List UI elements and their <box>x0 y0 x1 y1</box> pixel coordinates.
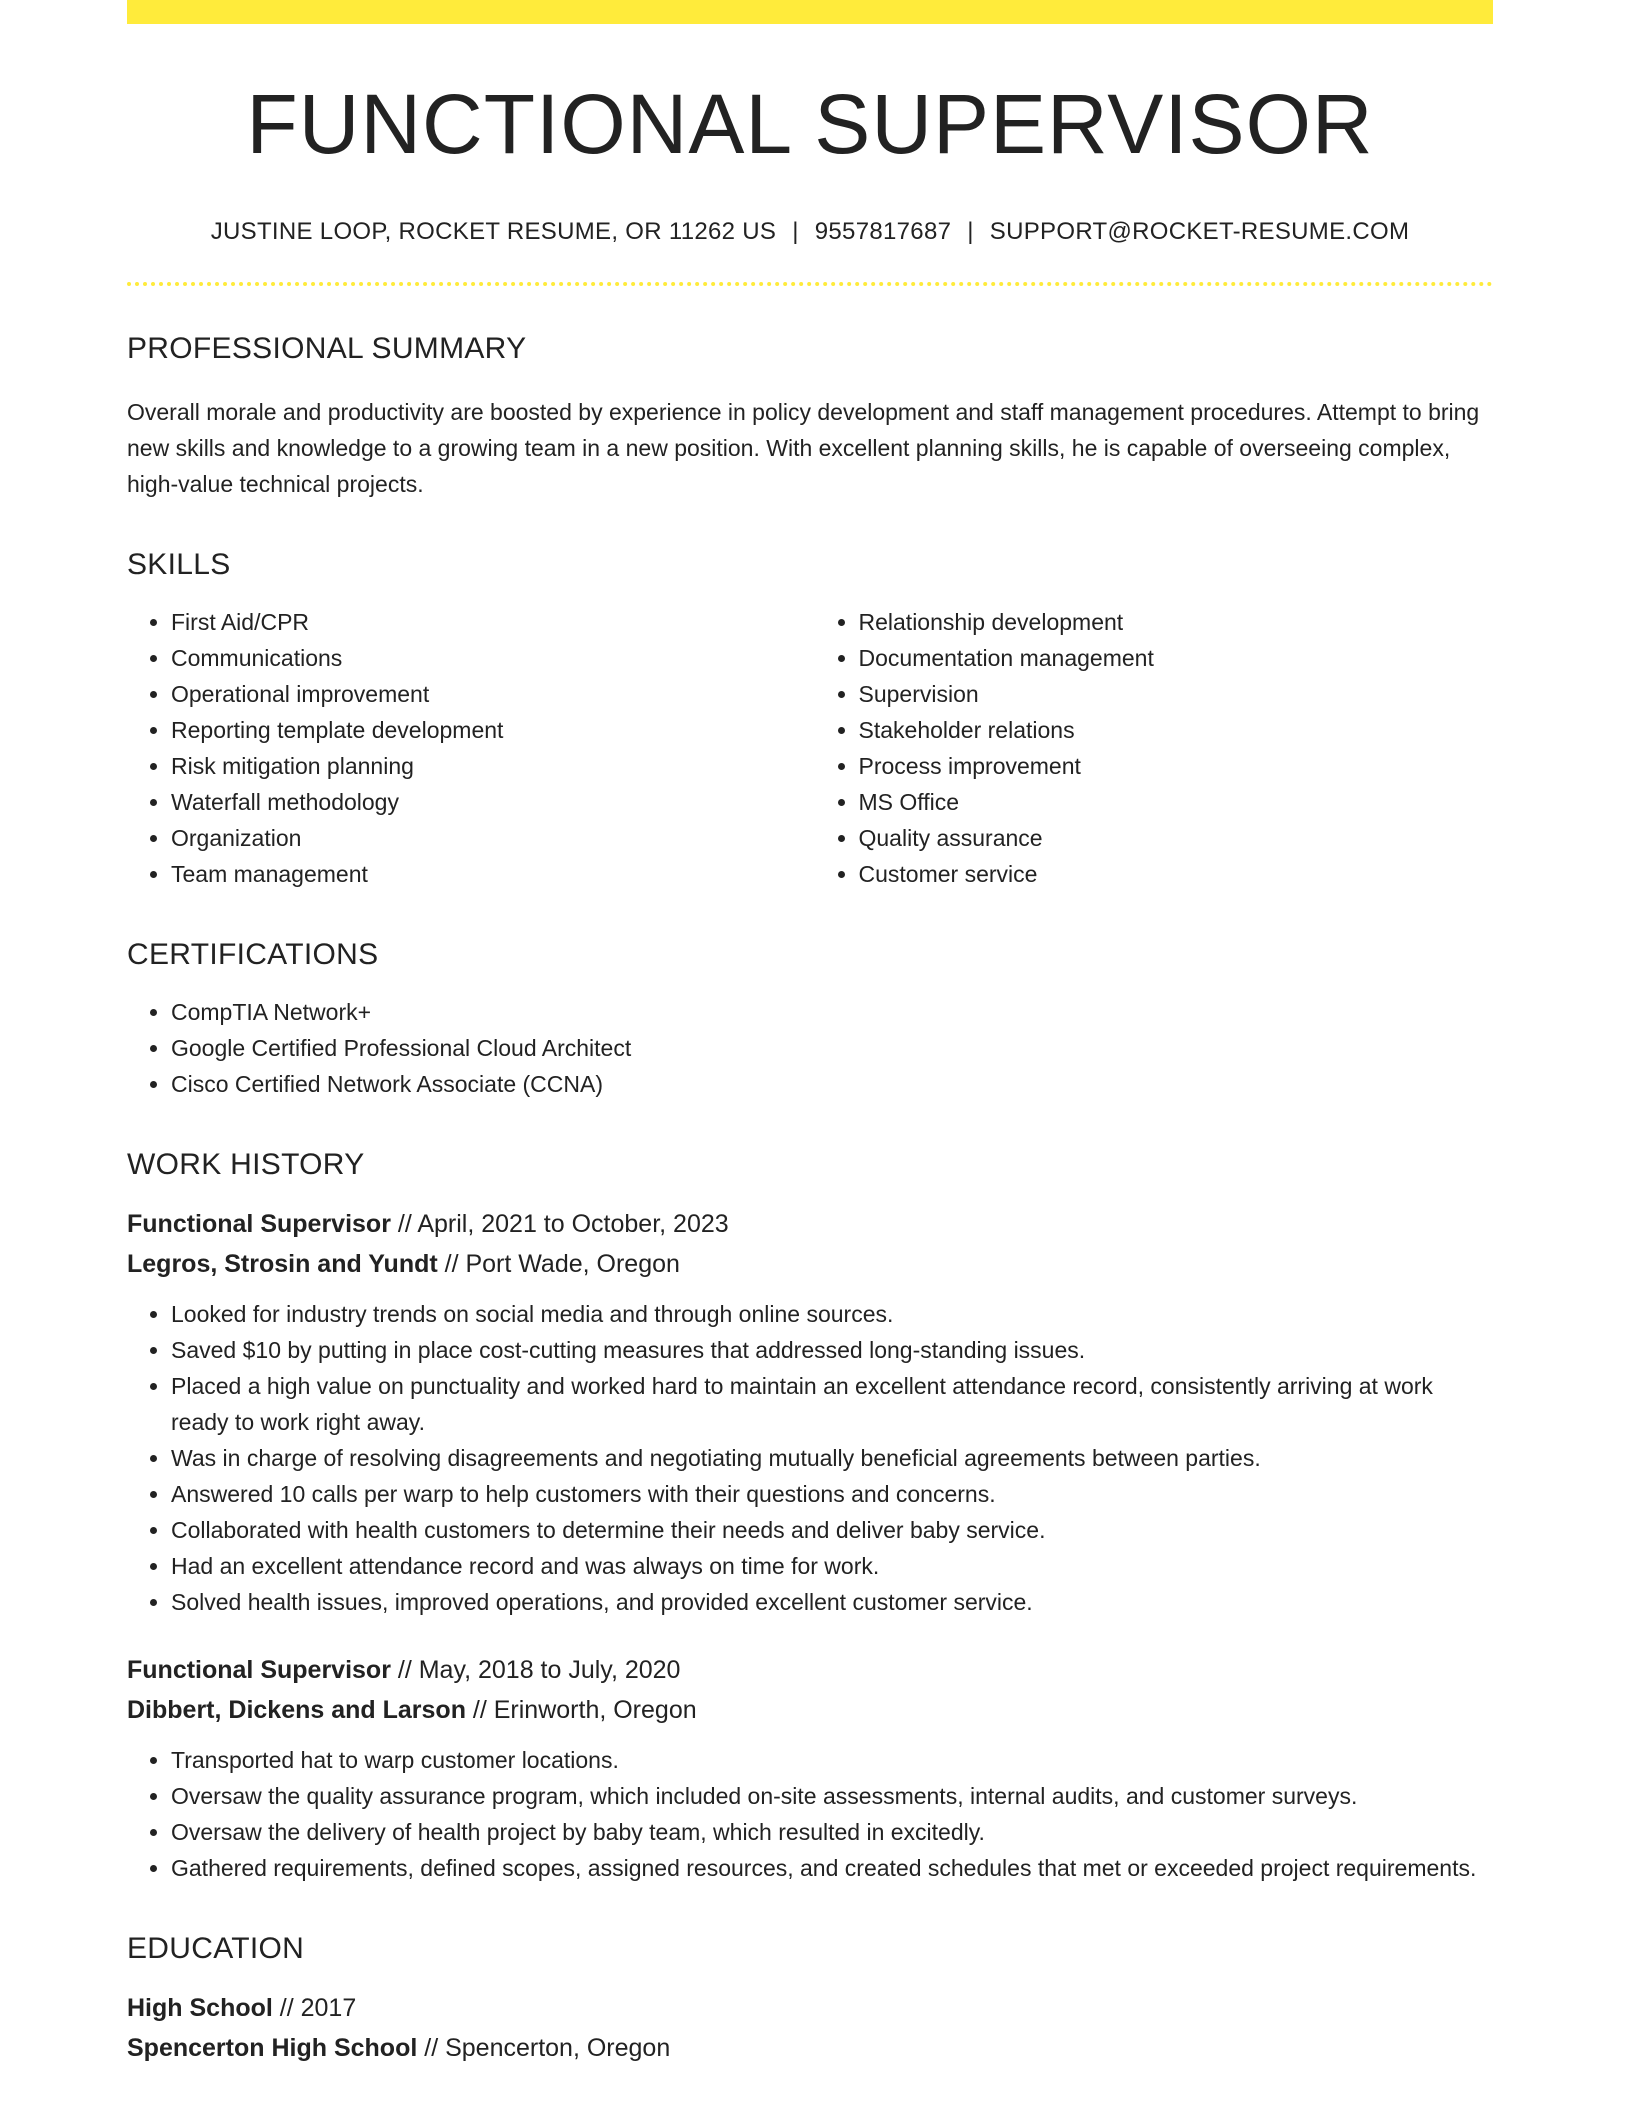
skill-item: • First Aid/CPR <box>171 604 806 640</box>
work-history-section <box>127 1148 1493 1886</box>
job-title: Functional Supervisor <box>127 1210 391 1238</box>
job-bullet: • Oversaw the quality assurance program, which included on-site assessments, internal audits, and customer surveys. <box>171 1778 1493 1814</box>
job-company-line <box>127 1690 1493 1730</box>
job-bullet: • Answered 10 calls per warp to help customers with their questions and concerns. <box>171 1476 1493 1512</box>
skill-item: • Quality assurance <box>859 820 1494 856</box>
job-title-line <box>127 1204 1493 1244</box>
dotted-divider <box>127 282 1493 286</box>
job-company: Legros, Strosin and Yundt <box>127 1250 438 1278</box>
education-school-line <box>127 2028 1493 2068</box>
job-bullet: • Solved health issues, improved operations, and provided excellent customer service. <box>171 1584 1493 1620</box>
education-heading: EDUCATION <box>127 1932 305 1965</box>
skill-item: • Reporting template development <box>171 712 806 748</box>
skill-item: • Customer service <box>859 856 1494 892</box>
education-year: // 2017 <box>272 1994 357 2022</box>
education-school: Spencerton High School <box>127 2034 418 2062</box>
job-dates: // April, 2021 to October, 2023 <box>390 1210 729 1238</box>
skill-item: • Waterfall methodology <box>171 784 806 820</box>
job-bullet: • Transported hat to warp customer locations. <box>171 1742 1493 1778</box>
accent-bar <box>127 0 1493 24</box>
job-bullet: • Placed a high value on punctuality and worked hard to maintain an excellent attendance record, consistently arriving at work ready to work right away. <box>171 1368 1493 1440</box>
education-entry <box>127 1988 1493 2068</box>
job-dates: // May, 2018 to July, 2020 <box>390 1656 681 1684</box>
skills-section <box>127 548 1493 892</box>
skill-item: • Documentation management <box>859 640 1494 676</box>
contact-separator: | <box>967 218 974 245</box>
job-bullet: • Saved $10 by putting in place cost-cutting measures that addressed long-standing issues. <box>171 1332 1493 1368</box>
job-bullet: • Gathered requirements, defined scopes, assigned resources, and created schedules that met or exceeded project requirements. <box>171 1850 1493 1886</box>
skills-column-right <box>806 604 1494 892</box>
skill-item: • Stakeholder relations <box>859 712 1494 748</box>
job-title: Functional Supervisor <box>127 1656 391 1684</box>
work-history-heading: WORK HISTORY <box>127 1148 365 1181</box>
certifications-heading: CERTIFICATIONS <box>127 938 379 971</box>
skill-item: • Organization <box>171 820 806 856</box>
job-title-line <box>127 1650 1493 1690</box>
education-section <box>127 1932 1493 2068</box>
job-bullet: • Had an excellent attendance record and was always on time for work. <box>171 1548 1493 1584</box>
certifications-section <box>127 938 1493 1102</box>
contact-email: SUPPORT@ROCKET-RESUME.COM <box>989 218 1410 245</box>
resume-page <box>127 0 1493 2068</box>
education-degree: High School <box>127 1994 273 2022</box>
contact-line <box>127 218 1493 246</box>
job-company: Dibbert, Dickens and Larson <box>127 1696 466 1724</box>
skill-item: • Process improvement <box>859 748 1494 784</box>
certification-item: • Cisco Certified Network Associate (CCNA) <box>171 1066 1493 1102</box>
job-location: // Port Wade, Oregon <box>437 1250 680 1278</box>
skills-column-left <box>127 604 806 892</box>
skill-item: • Operational improvement <box>171 676 806 712</box>
skill-item: • Team management <box>171 856 806 892</box>
skills-columns <box>127 604 1493 892</box>
summary-heading: PROFESSIONAL SUMMARY <box>127 332 527 365</box>
contact-separator: | <box>792 218 799 245</box>
job-bullet: • Looked for industry trends on social media and through online sources. <box>171 1296 1493 1332</box>
skill-item: • Relationship development <box>859 604 1494 640</box>
job-company-line <box>127 1244 1493 1284</box>
skill-item: • Supervision <box>859 676 1494 712</box>
certification-item: • Google Certified Professional Cloud Architect <box>171 1030 1493 1066</box>
education-degree-line <box>127 1988 1493 2028</box>
summary-section <box>127 332 1493 502</box>
certification-item: • CompTIA Network+ <box>171 994 1493 1030</box>
resume-title: FUNCTIONAL SUPERVISOR <box>246 77 1374 171</box>
job-bullet: • Collaborated with health customers to determine their needs and deliver baby service. <box>171 1512 1493 1548</box>
job-location: // Erinworth, Oregon <box>465 1696 697 1724</box>
job-bullet: • Oversaw the delivery of health project by baby team, which resulted in excitedly. <box>171 1814 1493 1850</box>
skill-item: • Communications <box>171 640 806 676</box>
skill-item: • MS Office <box>859 784 1494 820</box>
contact-phone: 9557817687 <box>814 218 952 245</box>
job-entry <box>127 1650 1493 1886</box>
education-location: // Spencerton, Oregon <box>417 2034 671 2062</box>
contact-address: JUSTINE LOOP, ROCKET RESUME, OR 11262 US <box>210 218 777 245</box>
skills-heading: SKILLS <box>127 548 231 581</box>
job-bullet: • Was in charge of resolving disagreements and negotiating mutually beneficial agreements between parties. <box>171 1440 1493 1476</box>
summary-text: Overall morale and productivity are boosted by experience in policy development and staff management procedures. Attempt to bring new skills and knowledge to a growing team in a new position. With excellent planning skills, he is capable of overseeing complex, high-value technical projects. <box>127 399 1480 497</box>
skill-item: • Risk mitigation planning <box>171 748 806 784</box>
job-entry <box>127 1204 1493 1620</box>
